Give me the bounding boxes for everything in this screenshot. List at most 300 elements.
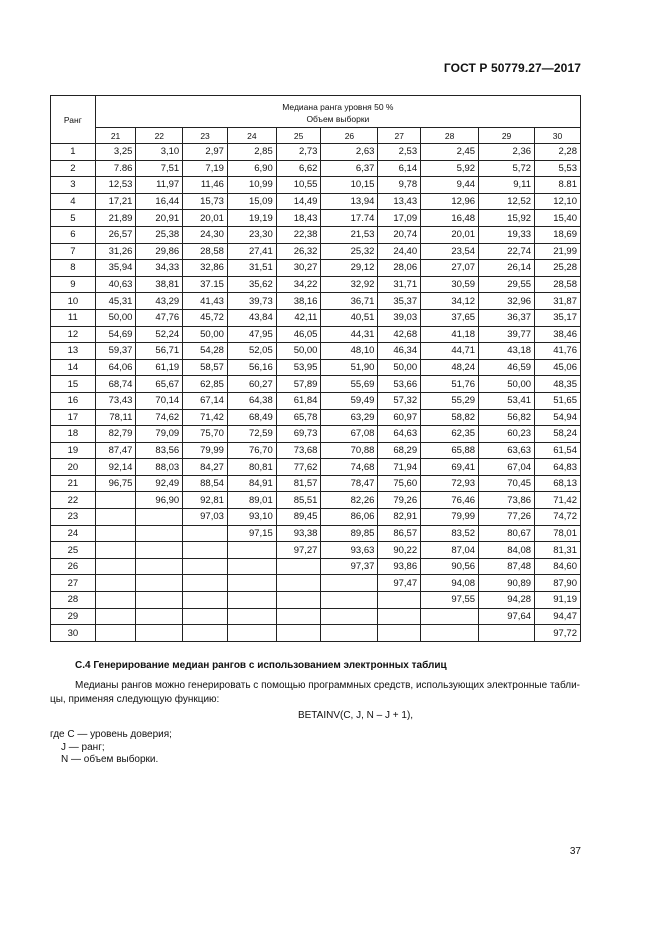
median-value-cell: 82,79 [95, 426, 136, 443]
rank-cell: 28 [51, 592, 96, 609]
median-value-cell: 78,11 [95, 409, 136, 426]
median-value-cell: 58,24 [535, 426, 581, 443]
formula-definitions [50, 729, 172, 767]
median-value-cell: 50,00 [276, 343, 321, 360]
median-value-cell: 8.81 [535, 177, 581, 194]
table-row [51, 492, 581, 509]
median-value-cell: 46,34 [378, 343, 421, 360]
median-value-cell [421, 625, 479, 642]
median-value-cell: 42,68 [378, 326, 421, 343]
median-value-cell: 20,74 [378, 226, 421, 243]
sample-size-header: 27 [378, 128, 421, 144]
median-value-cell: 92,49 [136, 475, 183, 492]
rank-cell: 22 [51, 492, 96, 509]
median-value-cell: 29,86 [136, 243, 183, 260]
median-value-cell: 67,08 [321, 426, 378, 443]
table-row [51, 144, 581, 161]
median-value-cell: 41,43 [183, 293, 228, 310]
median-value-cell: 37,65 [421, 309, 479, 326]
median-value-cell: 63,29 [321, 409, 378, 426]
median-value-cell [95, 542, 136, 559]
median-value-cell: 26,32 [276, 243, 321, 260]
median-value-cell [276, 625, 321, 642]
table-row [51, 326, 581, 343]
median-value-cell: 78,01 [535, 525, 581, 542]
median-value-cell: 16,44 [136, 193, 183, 210]
median-value-cell [95, 575, 136, 592]
median-value-cell [227, 558, 276, 575]
rank-cell: 4 [51, 193, 96, 210]
median-value-cell: 53,66 [378, 376, 421, 393]
median-value-cell: 97,47 [378, 575, 421, 592]
median-value-cell: 40,63 [95, 276, 136, 293]
median-value-cell: 15,73 [183, 193, 228, 210]
rank-cell: 29 [51, 608, 96, 625]
median-value-cell: 97,55 [421, 592, 479, 609]
median-value-cell: 73,68 [276, 442, 321, 459]
median-value-cell: 61,54 [535, 442, 581, 459]
median-value-cell [378, 608, 421, 625]
median-value-cell: 79,99 [183, 442, 228, 459]
median-value-cell [227, 575, 276, 592]
table-row [51, 459, 581, 476]
median-value-cell: 73,43 [95, 392, 136, 409]
median-value-cell: 77,62 [276, 459, 321, 476]
median-value-cell: 5,92 [421, 160, 479, 177]
median-value-cell: 17,09 [378, 210, 421, 227]
median-value-cell: 55,29 [421, 392, 479, 409]
median-value-cell: 75,70 [183, 426, 228, 443]
median-value-cell: 97,15 [227, 525, 276, 542]
median-value-cell: 74,62 [136, 409, 183, 426]
median-value-cell [183, 525, 228, 542]
median-value-cell: 87,47 [95, 442, 136, 459]
median-value-cell: 47,95 [227, 326, 276, 343]
rank-cell: 17 [51, 409, 96, 426]
median-value-cell: 56,16 [227, 359, 276, 376]
median-value-cell: 54,69 [95, 326, 136, 343]
median-value-cell: 32,96 [479, 293, 535, 310]
median-value-cell: 52,24 [136, 326, 183, 343]
median-value-cell: 31,51 [227, 260, 276, 277]
median-value-cell: 25,32 [321, 243, 378, 260]
median-value-cell: 20,91 [136, 210, 183, 227]
median-value-cell: 11,97 [136, 177, 183, 194]
median-value-cell: 43,18 [479, 343, 535, 360]
median-value-cell: 38,81 [136, 276, 183, 293]
median-value-cell: 55,69 [321, 376, 378, 393]
table-row [51, 276, 581, 293]
median-value-cell: 67,04 [479, 459, 535, 476]
median-value-cell: 64,38 [227, 392, 276, 409]
median-value-cell: 65,78 [276, 409, 321, 426]
median-value-cell: 81,31 [535, 542, 581, 559]
median-value-cell: 39,73 [227, 293, 276, 310]
median-value-cell: 29,12 [321, 260, 378, 277]
median-value-cell: 76,70 [227, 442, 276, 459]
median-value-cell: 15,40 [535, 210, 581, 227]
median-value-cell: 57,89 [276, 376, 321, 393]
median-value-cell: 20,01 [183, 210, 228, 227]
median-value-cell: 50,00 [378, 359, 421, 376]
median-value-cell: 85,51 [276, 492, 321, 509]
section-paragraph: Медианы рангов можно генерировать с помощью программных средств, использующих электронные табли-цы, применяя следующую функцию: [50, 680, 581, 705]
median-value-cell [321, 575, 378, 592]
rank-cell: 9 [51, 276, 96, 293]
median-value-cell: 53,95 [276, 359, 321, 376]
median-value-cell: 28,58 [535, 276, 581, 293]
median-value-cell: 24,30 [183, 226, 228, 243]
median-value-cell: 71,42 [535, 492, 581, 509]
median-value-cell [479, 625, 535, 642]
sample-size-header: 30 [535, 128, 581, 144]
median-value-cell: 26,57 [95, 226, 136, 243]
median-value-cell: 35,37 [378, 293, 421, 310]
median-value-cell: 20,01 [421, 226, 479, 243]
median-value-cell: 18,43 [276, 210, 321, 227]
median-value-cell: 21,89 [95, 210, 136, 227]
median-value-cell: 92,14 [95, 459, 136, 476]
median-value-cell: 10,15 [321, 177, 378, 194]
median-value-cell: 22,74 [479, 243, 535, 260]
rank-cell: 23 [51, 509, 96, 526]
median-value-cell: 50,00 [183, 326, 228, 343]
median-value-cell [95, 625, 136, 642]
formula: BETAINV(C, J, N – J + 1), [297, 710, 414, 721]
median-value-cell: 80,67 [479, 525, 535, 542]
rank-cell: 25 [51, 542, 96, 559]
median-value-cell: 2,97 [183, 144, 228, 161]
rank-cell: 7 [51, 243, 96, 260]
median-value-cell: 27,41 [227, 243, 276, 260]
caption-line-1: Медиана ранга уровня 50 % [282, 102, 394, 112]
median-value-cell: 96,75 [95, 475, 136, 492]
median-value-cell [227, 608, 276, 625]
median-value-cell: 63,63 [479, 442, 535, 459]
median-value-cell: 54,28 [183, 343, 228, 360]
median-value-cell: 68,49 [227, 409, 276, 426]
median-value-cell: 22,38 [276, 226, 321, 243]
median-value-cell [321, 592, 378, 609]
table-row [51, 343, 581, 360]
table-row [51, 426, 581, 443]
median-value-cell: 50,00 [479, 376, 535, 393]
median-value-cell: 97,37 [321, 558, 378, 575]
median-value-cell: 2,53 [378, 144, 421, 161]
median-value-cell [95, 525, 136, 542]
sample-size-header: 24 [227, 128, 276, 144]
median-value-cell: 43,84 [227, 309, 276, 326]
median-value-cell: 72,59 [227, 426, 276, 443]
median-value-cell: 11,46 [183, 177, 228, 194]
median-value-cell [136, 542, 183, 559]
median-value-cell: 73,86 [479, 492, 535, 509]
median-value-cell: 38,16 [276, 293, 321, 310]
median-value-cell: 70,14 [136, 392, 183, 409]
median-value-cell: 97,64 [479, 608, 535, 625]
median-value-cell: 17.74 [321, 210, 378, 227]
median-value-cell: 74,72 [535, 509, 581, 526]
median-value-cell: 51,76 [421, 376, 479, 393]
table-row [51, 376, 581, 393]
rank-cell: 1 [51, 144, 96, 161]
median-value-cell: 90,22 [378, 542, 421, 559]
median-value-cell: 23,54 [421, 243, 479, 260]
median-value-cell [136, 558, 183, 575]
median-value-cell: 5,53 [535, 160, 581, 177]
rank-cell: 10 [51, 293, 96, 310]
median-value-cell: 9,11 [479, 177, 535, 194]
median-value-cell: 25,38 [136, 226, 183, 243]
median-value-cell: 92,81 [183, 492, 228, 509]
median-value-cell: 87,90 [535, 575, 581, 592]
median-value-cell: 36,71 [321, 293, 378, 310]
median-value-cell: 62,35 [421, 426, 479, 443]
median-value-cell: 13,43 [378, 193, 421, 210]
median-value-cell: 35,62 [227, 276, 276, 293]
median-value-cell: 68,13 [535, 475, 581, 492]
median-value-cell: 9,78 [378, 177, 421, 194]
median-value-cell: 89,01 [227, 492, 276, 509]
document-header: ГОСТ Р 50779.27—2017 [443, 61, 581, 75]
median-value-cell: 31,26 [95, 243, 136, 260]
median-value-cell: 18,69 [535, 226, 581, 243]
median-value-cell: 13,94 [321, 193, 378, 210]
median-value-cell: 61,84 [276, 392, 321, 409]
median-value-cell [183, 592, 228, 609]
median-value-cell: 34,12 [421, 293, 479, 310]
median-value-cell: 79,09 [136, 426, 183, 443]
median-value-cell: 46,59 [479, 359, 535, 376]
median-value-cell: 2,45 [421, 144, 479, 161]
median-value-cell: 51,65 [535, 392, 581, 409]
median-value-cell [227, 592, 276, 609]
median-value-cell: 41,18 [421, 326, 479, 343]
median-value-cell: 42,11 [276, 309, 321, 326]
median-value-cell: 83,56 [136, 442, 183, 459]
sample-size-header: 21 [95, 128, 136, 144]
median-value-cell [276, 558, 321, 575]
table-row [51, 177, 581, 194]
section-title: С.4 Генерирование медиан рангов с использованием электронных таблиц [75, 660, 447, 671]
median-value-cell: 2,73 [276, 144, 321, 161]
median-value-cell [378, 592, 421, 609]
table-row [51, 243, 581, 260]
rank-cell: 21 [51, 475, 96, 492]
median-value-cell: 14,49 [276, 193, 321, 210]
median-value-cell: 51,90 [321, 359, 378, 376]
rank-cell: 13 [51, 343, 96, 360]
rank-cell: 26 [51, 558, 96, 575]
median-value-cell: 89,45 [276, 509, 321, 526]
median-value-cell [183, 558, 228, 575]
median-value-cell: 70,88 [321, 442, 378, 459]
median-value-cell: 19,33 [479, 226, 535, 243]
median-value-cell: 91,19 [535, 592, 581, 609]
median-value-cell [136, 575, 183, 592]
median-value-cell: 79,26 [378, 492, 421, 509]
median-value-cell: 53,41 [479, 392, 535, 409]
median-value-cell: 2,28 [535, 144, 581, 161]
median-value-cell: 71,94 [378, 459, 421, 476]
median-value-cell: 6,62 [276, 160, 321, 177]
median-value-cell: 97,72 [535, 625, 581, 642]
median-value-cell [183, 542, 228, 559]
sample-size-row [51, 128, 581, 144]
table-row [51, 409, 581, 426]
median-value-cell: 88,54 [183, 475, 228, 492]
median-value-cell: 29,55 [479, 276, 535, 293]
median-value-cell: 40,51 [321, 309, 378, 326]
median-value-cell: 84,08 [479, 542, 535, 559]
median-value-cell: 35,94 [95, 260, 136, 277]
median-value-cell: 83,52 [421, 525, 479, 542]
median-value-cell: 25,28 [535, 260, 581, 277]
table-row [51, 608, 581, 625]
median-value-cell: 47,76 [136, 309, 183, 326]
median-value-cell: 30,59 [421, 276, 479, 293]
median-value-cell: 23,30 [227, 226, 276, 243]
median-value-cell: 62,85 [183, 376, 228, 393]
median-value-cell: 12,52 [479, 193, 535, 210]
median-value-cell: 87,04 [421, 542, 479, 559]
sample-size-header: 26 [321, 128, 378, 144]
median-value-cell [378, 625, 421, 642]
median-value-cell: 6,14 [378, 160, 421, 177]
median-value-cell: 2,85 [227, 144, 276, 161]
median-value-cell: 39,77 [479, 326, 535, 343]
median-value-cell: 88,03 [136, 459, 183, 476]
median-value-cell: 94,47 [535, 608, 581, 625]
median-value-cell: 59,37 [95, 343, 136, 360]
median-value-cell: 79,99 [421, 509, 479, 526]
median-value-cell: 67,14 [183, 392, 228, 409]
median-value-cell: 84,60 [535, 558, 581, 575]
median-value-cell: 31,71 [378, 276, 421, 293]
median-value-cell: 65,88 [421, 442, 479, 459]
table-row [51, 160, 581, 177]
sample-size-header: 28 [421, 128, 479, 144]
median-value-cell: 32,86 [183, 260, 228, 277]
caption-line-2: Объем выборки [306, 114, 370, 124]
median-value-cell: 30,27 [276, 260, 321, 277]
sample-size-header: 25 [276, 128, 321, 144]
median-value-cell: 15,92 [479, 210, 535, 227]
median-value-cell: 75,60 [378, 475, 421, 492]
median-value-cell: 43,29 [136, 293, 183, 310]
median-value-cell: 80,81 [227, 459, 276, 476]
median-value-cell: 16,48 [421, 210, 479, 227]
median-value-cell: 77,26 [479, 509, 535, 526]
rank-cell: 5 [51, 210, 96, 227]
median-value-cell: 41,76 [535, 343, 581, 360]
rank-cell: 6 [51, 226, 96, 243]
median-value-cell: 56,71 [136, 343, 183, 360]
median-rank-table [50, 95, 581, 642]
median-value-cell: 28,06 [378, 260, 421, 277]
definition-rank: J — ранг; [61, 741, 105, 753]
median-value-cell [276, 608, 321, 625]
median-value-cell: 3,25 [95, 144, 136, 161]
median-value-cell: 94,28 [479, 592, 535, 609]
median-value-cell: 5,72 [479, 160, 535, 177]
median-value-cell [227, 625, 276, 642]
median-value-cell: 81,57 [276, 475, 321, 492]
rank-cell: 18 [51, 426, 96, 443]
table-row [51, 592, 581, 609]
median-value-cell: 27,07 [421, 260, 479, 277]
median-value-cell: 74,68 [321, 459, 378, 476]
median-value-cell: 90,89 [479, 575, 535, 592]
table-row [51, 509, 581, 526]
median-value-cell: 12,96 [421, 193, 479, 210]
median-value-cell: 86,06 [321, 509, 378, 526]
median-value-cell: 19,19 [227, 210, 276, 227]
median-value-cell: 10,99 [227, 177, 276, 194]
median-value-cell: 21,99 [535, 243, 581, 260]
median-value-cell: 6,37 [321, 160, 378, 177]
median-value-cell [136, 625, 183, 642]
median-value-cell: 86,57 [378, 525, 421, 542]
rank-column-header: Ранг [51, 96, 96, 144]
table-row [51, 260, 581, 277]
median-value-cell: 48,35 [535, 376, 581, 393]
median-value-cell [136, 525, 183, 542]
table-row [51, 293, 581, 310]
median-value-cell [183, 625, 228, 642]
rank-cell: 8 [51, 260, 96, 277]
median-value-cell: 68,29 [378, 442, 421, 459]
median-value-cell: 59,49 [321, 392, 378, 409]
table-row [51, 226, 581, 243]
median-value-cell: 34,22 [276, 276, 321, 293]
rank-cell: 30 [51, 625, 96, 642]
median-value-cell [276, 575, 321, 592]
rank-cell: 14 [51, 359, 96, 376]
table-row [51, 558, 581, 575]
median-value-cell: 89,85 [321, 525, 378, 542]
rank-cell: 27 [51, 575, 96, 592]
definition-confidence: где С — уровень доверия; [50, 729, 172, 740]
rank-cell: 2 [51, 160, 96, 177]
median-value-cell [95, 509, 136, 526]
median-value-cell: 31,87 [535, 293, 581, 310]
median-value-cell: 36,37 [479, 309, 535, 326]
rank-cell: 19 [51, 442, 96, 459]
median-value-cell: 68,74 [95, 376, 136, 393]
median-value-cell: 37.15 [183, 276, 228, 293]
median-value-cell: 65,67 [136, 376, 183, 393]
median-value-cell: 64,63 [378, 426, 421, 443]
table-row [51, 309, 581, 326]
median-value-cell: 96,90 [136, 492, 183, 509]
median-value-cell: 15,09 [227, 193, 276, 210]
median-value-cell: 70,45 [479, 475, 535, 492]
median-value-cell: 64,83 [535, 459, 581, 476]
median-value-cell: 39,03 [378, 309, 421, 326]
median-value-cell: 46,05 [276, 326, 321, 343]
median-value-cell: 35,17 [535, 309, 581, 326]
median-value-cell [183, 608, 228, 625]
median-value-cell: 44,31 [321, 326, 378, 343]
median-value-cell: 26,14 [479, 260, 535, 277]
definition-sample-size: N — объем выборки. [61, 754, 159, 765]
median-value-cell: 54,94 [535, 409, 581, 426]
median-value-cell: 12,53 [95, 177, 136, 194]
median-value-cell: 52,05 [227, 343, 276, 360]
table-row [51, 525, 581, 542]
median-value-cell: 97,27 [276, 542, 321, 559]
